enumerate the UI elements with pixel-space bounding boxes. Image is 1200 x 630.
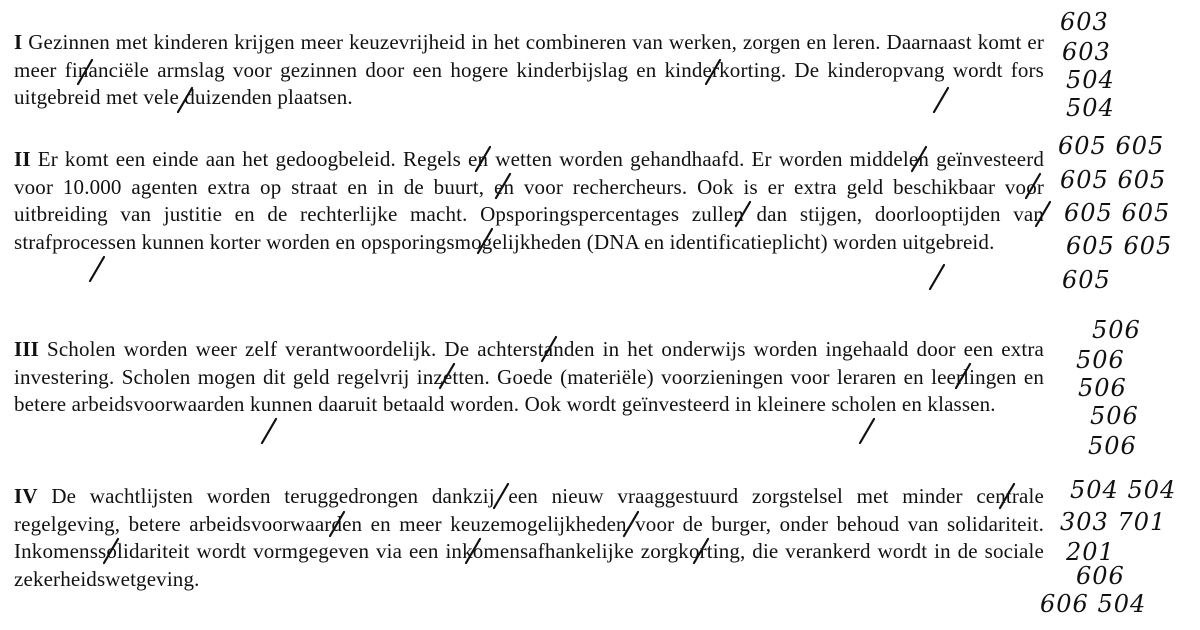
paragraph-1 — [14, 29, 1044, 112]
margin-code: 504 — [1066, 94, 1115, 122]
margin-codes — [1040, 0, 1200, 630]
segment-slash-mark — [262, 419, 276, 443]
margin-code: 603 — [1060, 8, 1109, 36]
margin-code: 303 701 — [1060, 508, 1167, 536]
margin-code: 606 — [1076, 562, 1125, 590]
margin-code: 506 — [1090, 402, 1139, 430]
margin-code: 506 — [1092, 316, 1141, 344]
paragraph-numeral: I — [14, 30, 23, 54]
paragraph-text: Gezinnen met kinderen krijgen meer keuzevrijheid in het combineren van werken, zorgen en leren. Daarnaast komt er meer financiële armslag voor gezinnen door een hogere kinderbijslag en kinderkorting. De kinderopvang wordt fors uitgebreid met vele duizenden plaatsen. — [14, 30, 1044, 109]
paragraph-numeral: II — [14, 147, 31, 171]
paragraph-numeral: III — [14, 337, 39, 361]
paragraph-text: Scholen worden weer zelf verantwoordelijk. De achterstanden in het onderwijs worden ingehaald door een extra investering. Scholen mogen dit geld regelvrij inzetten. Goede (materiële) voorzieningen voor leraren en leerlingen en betere arbeidsvoorwaarden kunnen daaruit betaald worden. Ook wordt geïnvesteerd in kleinere scholen en klassen. — [14, 337, 1044, 416]
segment-slash-mark — [930, 265, 944, 289]
margin-code: 504 504 — [1070, 476, 1177, 504]
paragraph-text: Er komt een einde aan het gedoogbeleid. Regels en wetten worden gehandhaafd. Er worden middelen geïnvesteerd voor 10.000 agenten extra op straat en in de buurt, en voor rechercheurs. Ook is er extra geld beschikbaar voor uitbreiding van justitie en de rechterlijke macht. Opsporingspercentages zullen dan stijgen, doorlooptijden van strafprocessen kunnen korter worden en opsporingsmogelijkheden (DNA en identificatieplicht) worden uitgebreid. — [14, 147, 1044, 254]
paragraph-4 — [14, 483, 1044, 593]
margin-code: 506 — [1088, 432, 1137, 460]
margin-code: 606 504 — [1040, 590, 1147, 618]
paragraph-numeral: IV — [14, 484, 38, 508]
paragraph-text: De wachtlijsten worden teruggedrongen dankzij een nieuw vraaggestuurd zorgstelsel met minder centrale regelgeving, betere arbeidsvoorwaarden en meer keuzemogelijkheden voor de burger, onder behoud van solidariteit. Inkomenssolidariteit wordt vormgegeven via een inkomensafhankelijke zorgkorting, die verankerd wordt in de sociale zekerheidswetgeving. — [14, 484, 1044, 591]
margin-code: 506 — [1076, 346, 1125, 374]
margin-code: 605 605 — [1058, 132, 1165, 160]
margin-code: 605 605 — [1064, 199, 1171, 227]
segment-slash-mark — [90, 257, 104, 281]
margin-code: 504 — [1066, 66, 1115, 94]
margin-code: 605 605 — [1066, 232, 1173, 260]
segment-slash-mark — [860, 419, 874, 443]
margin-code: 201 — [1066, 538, 1115, 566]
margin-code: 605 605 — [1060, 166, 1167, 194]
paragraph-3 — [14, 336, 1044, 419]
margin-code: 605 — [1062, 266, 1111, 294]
margin-code: 603 — [1062, 38, 1111, 66]
margin-code: 506 — [1078, 374, 1127, 402]
paragraph-2 — [14, 146, 1044, 256]
